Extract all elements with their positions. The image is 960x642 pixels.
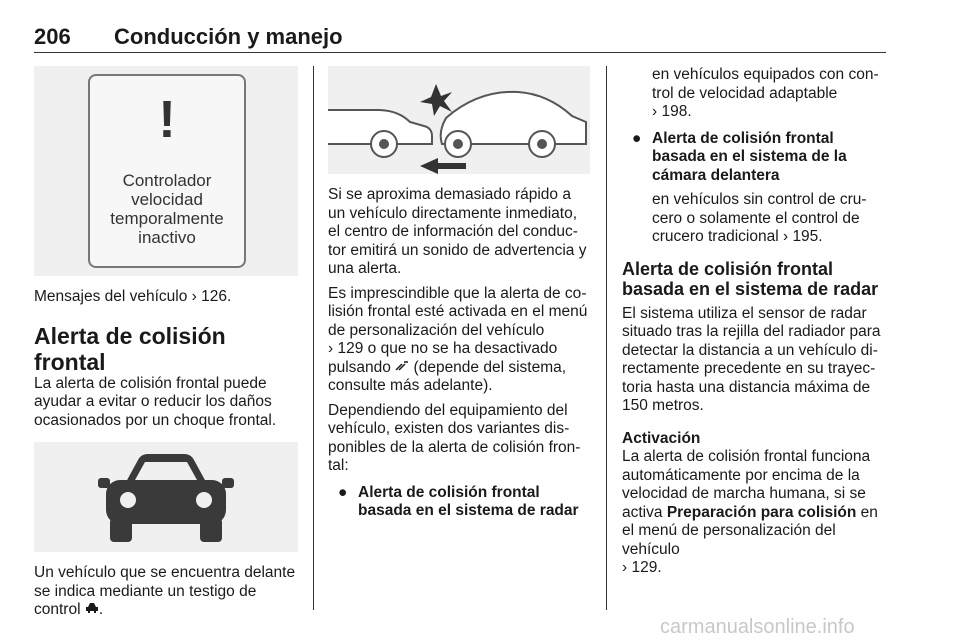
- collision-figure: [328, 66, 590, 174]
- page-number: 206: [34, 24, 71, 49]
- watermark: carmanualsonline.info: [660, 616, 855, 638]
- left-arrow-icon: [420, 158, 466, 174]
- exclamation-icon: !: [158, 91, 176, 149]
- column-divider: [313, 66, 314, 610]
- impact-star-icon: [420, 84, 452, 116]
- caption-control-light: Un vehículo que se encuentra delante se indica mediante un testigo de control .: [34, 564, 296, 618]
- bullet-camera-continued: en vehículos sin control de crucero o solamente el control de crucero tradicional › 195.: [652, 191, 867, 245]
- bullet-radar-continued: en vehículos equipados con control de velocidad adaptable › 198.: [652, 66, 879, 120]
- column-1: [34, 66, 298, 620]
- paragraph-radar: El sistema utiliza el sensor de radar situado tras la rejilla del radiador para detectar la distancia a un vehículo directamente precedente en su trayectoria hasta una distancia máxima de 150 metros.: [622, 304, 881, 414]
- column-divider: [606, 66, 607, 610]
- car-front-figure: [34, 442, 298, 552]
- ref-arrow-icon: ›: [782, 228, 789, 245]
- ref-arrow-icon: ›: [622, 559, 628, 576]
- ref-arrow-icon: ›: [191, 288, 197, 305]
- paragraph-activation-required: Es imprescindible que la alerta de colisión frontal esté activada en el menú de personalización del vehículo › 129 o que no se ha desactivado pulsando (depende del sistema, consulte más adelante).: [328, 284, 588, 394]
- ref-arrow-icon: ›: [328, 340, 334, 357]
- bullet-dot: ●: [632, 129, 642, 147]
- section-heading-radar: Alerta de colisión frontal basada en el sistema de radar: [622, 258, 879, 299]
- collision-illustration: [328, 66, 590, 174]
- info-display-panel: [88, 74, 246, 268]
- display-message: Controlador velocidad temporalmente inactivo: [110, 171, 224, 247]
- page-header: [34, 18, 886, 53]
- column-3: [622, 66, 888, 578]
- ref-arrow-icon: ›: [652, 103, 658, 120]
- subheading-activation: Activación: [622, 429, 701, 447]
- column-2: [328, 66, 590, 521]
- paragraph-activation: La alerta de colisión frontal funciona automáticamente por encima de la velocidad de marcha humana, si se activa Preparación para colisión en el menú de personalización del vehículo › 129.: [622, 448, 878, 576]
- vehicle-message-figure: [34, 66, 298, 276]
- section-heading: Alerta de colisión frontal: [34, 322, 226, 375]
- car-front-icon: [34, 442, 298, 552]
- caption-vehicle-messages: Mensajes del vehículo › 126.: [34, 288, 232, 305]
- paragraph-variants: Dependiendo del equipamiento del vehículo, existen dos variantes disponibles de la alerta de colisión frontal:: [328, 401, 581, 474]
- car-control-light-icon: [85, 602, 99, 614]
- bullet-radar: ● Alerta de colisión frontal basada en el sistema de radar: [338, 483, 579, 519]
- paragraph-warning: Si se aproxima demasiado rápido a un vehículo directamente inmediato, el centro de información del conductor emitirá un sonido de advertencia y una alerta.: [328, 186, 587, 277]
- bullet-camera: ● Alerta de colisión frontal basada en el sistema de la cámara delantera: [632, 129, 847, 184]
- intro-paragraph: La alerta de colisión frontal puede ayudar a evitar o reducir los daños ocasionados por un choque frontal.: [34, 374, 277, 429]
- chapter-title: Conducción y manejo: [114, 24, 343, 49]
- collision-alert-button-icon: [395, 360, 409, 372]
- bullet-dot: ●: [338, 483, 348, 501]
